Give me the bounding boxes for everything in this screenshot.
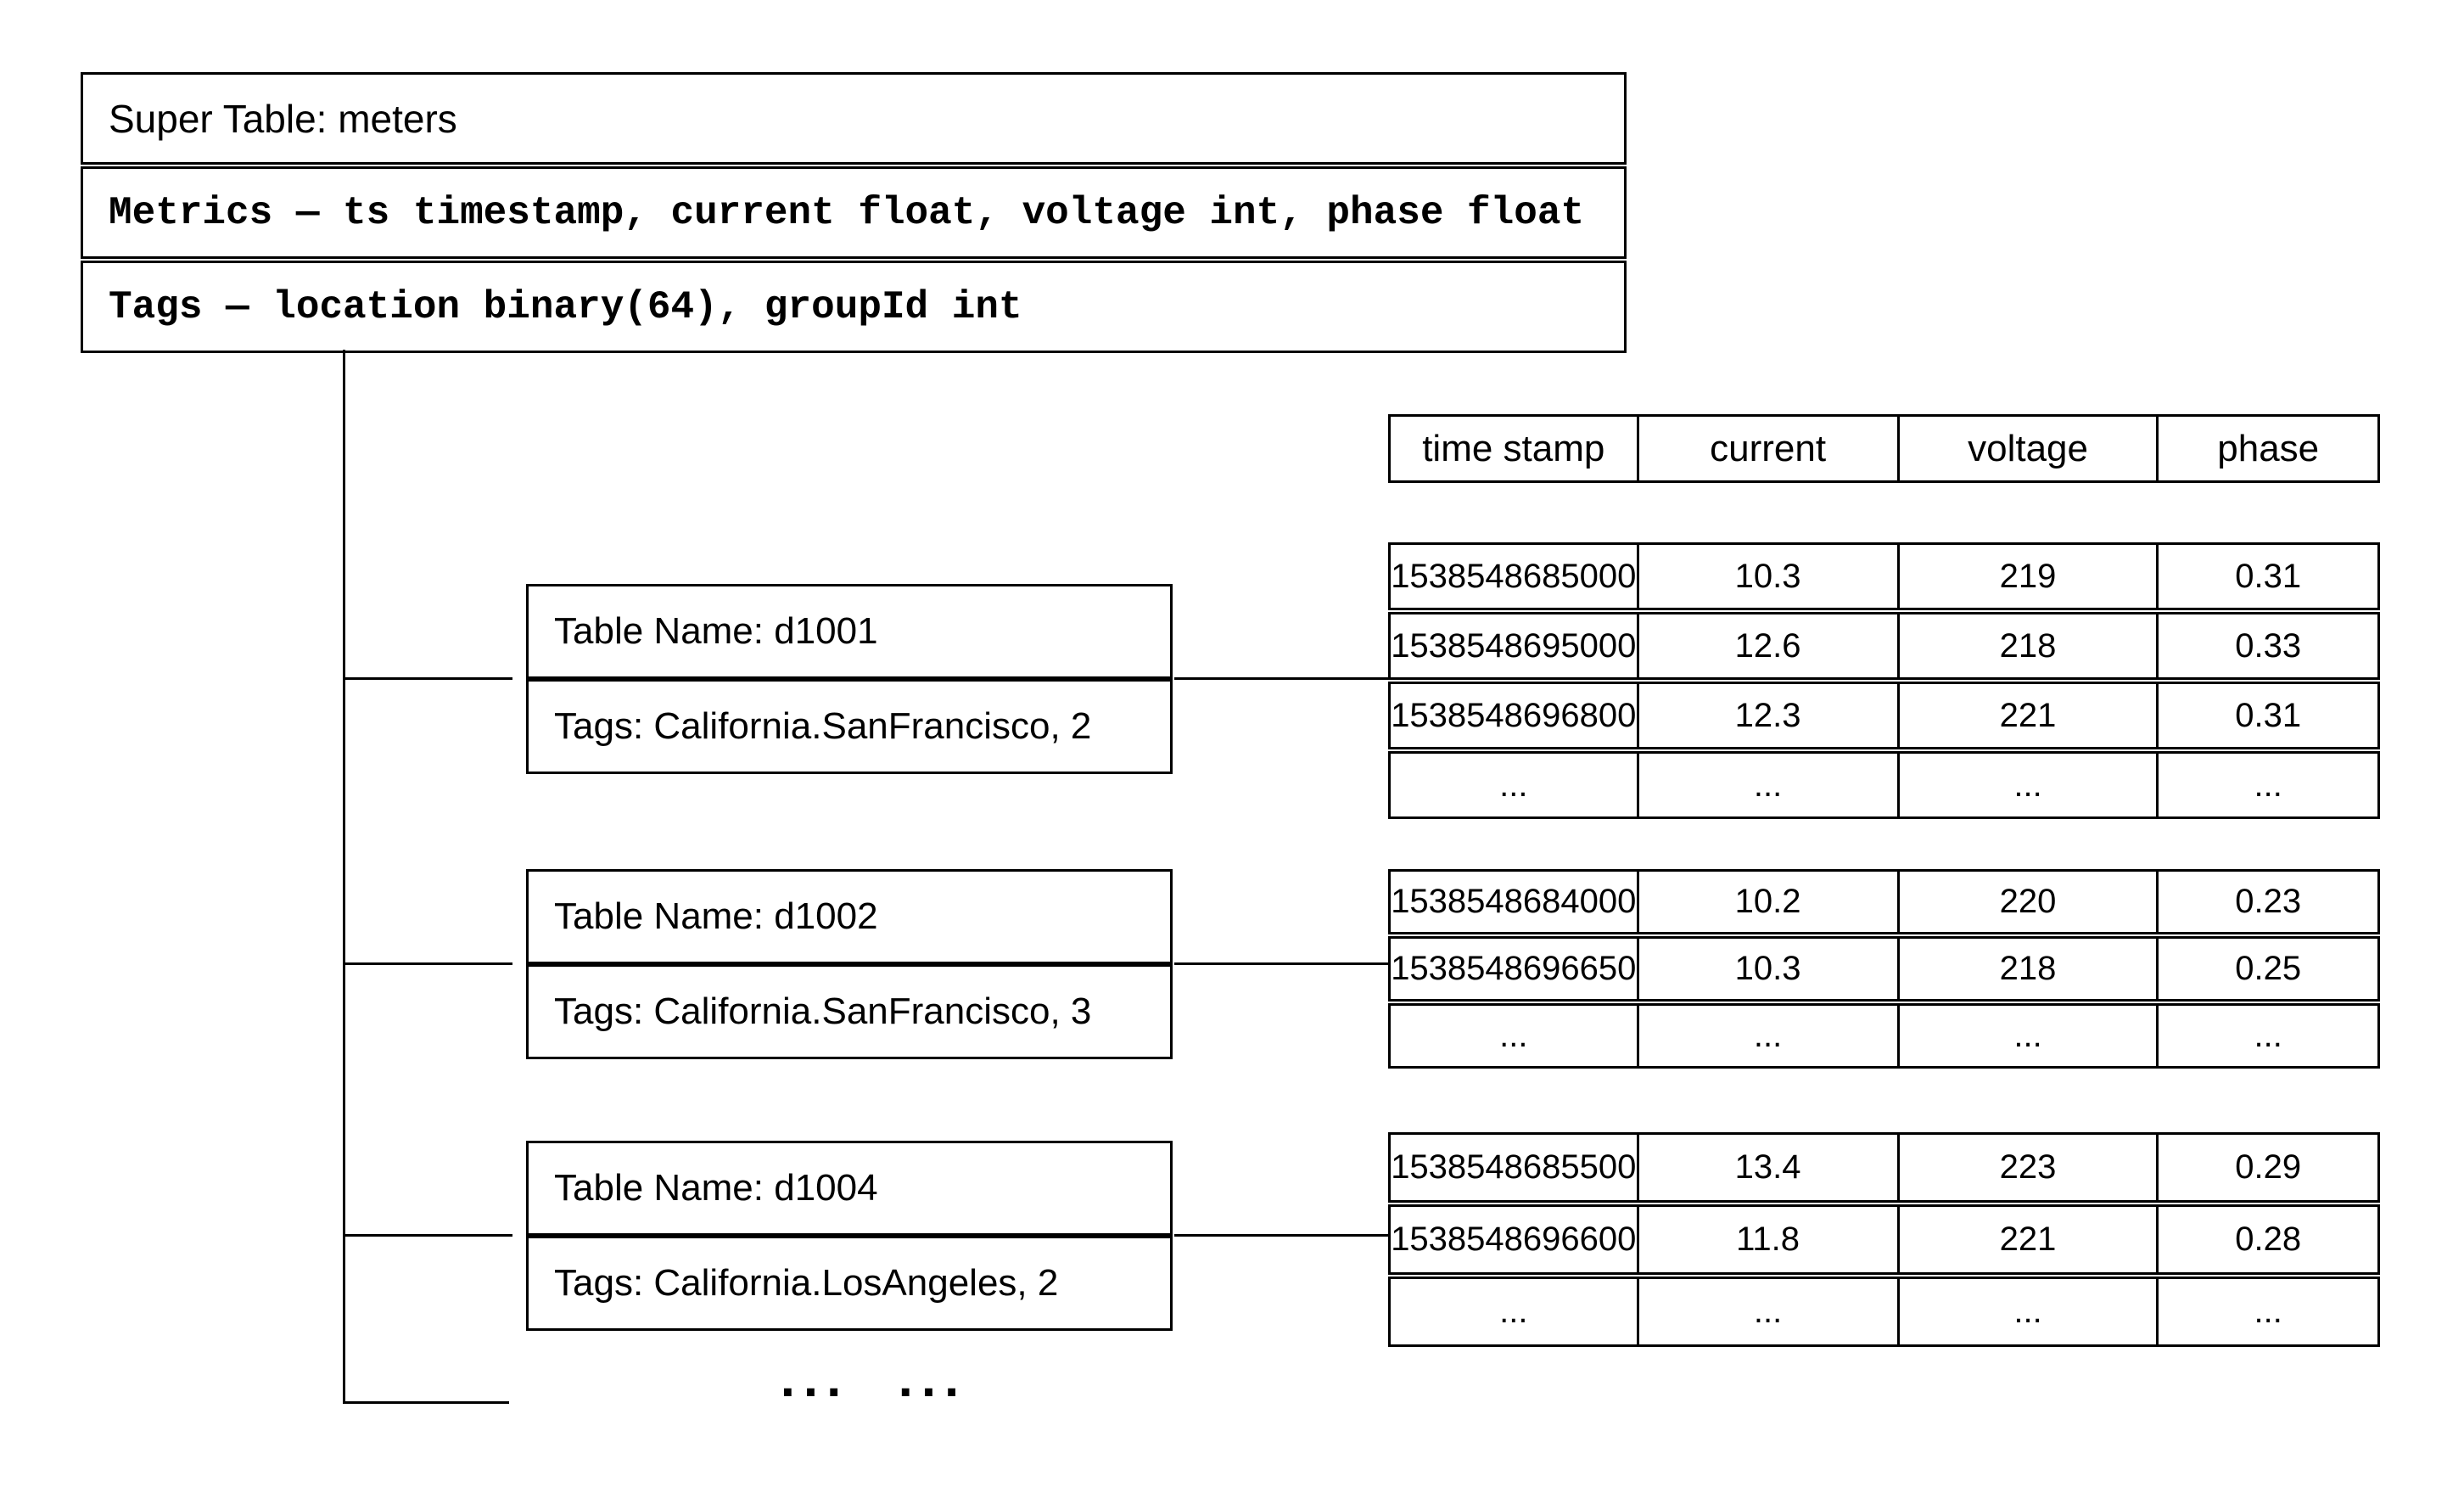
cell-phase: 0.23	[2156, 872, 2377, 932]
data-table-d1001	[1388, 542, 2380, 819]
table-row-ellipsis	[1388, 1003, 2380, 1069]
cell-voltage: 223	[1897, 1135, 2157, 1200]
cell-timestamp: 1538548696650	[1391, 950, 1637, 987]
cell-current: 11.8	[1637, 1207, 1897, 1272]
table-row	[1388, 936, 2380, 1002]
cell-ellipsis: ...	[1637, 1006, 1897, 1066]
table-row	[1388, 869, 2380, 934]
more-devices-indicator: ... ...	[780, 1350, 968, 1408]
cell-ellipsis: ...	[2156, 1279, 2377, 1344]
device-name-label: Table Name: d1001	[526, 584, 1173, 679]
cell-voltage: 221	[1897, 1207, 2157, 1272]
table-row-ellipsis	[1388, 751, 2380, 819]
device-tags-label: Tags: California.SanFrancisco, 2	[526, 679, 1173, 774]
cell-ellipsis: ...	[1637, 754, 1897, 816]
cell-voltage: 218	[1897, 939, 2157, 999]
cell-ellipsis: ...	[1637, 1279, 1897, 1344]
column-header-table	[1388, 414, 2380, 483]
cell-ellipsis: ...	[1499, 766, 1528, 804]
cell-ellipsis: ...	[2156, 754, 2377, 816]
cell-timestamp: 1538548695000	[1391, 626, 1637, 665]
cell-timestamp: 1538548696600	[1391, 1220, 1637, 1258]
table-row	[1388, 682, 2380, 749]
super-table-metrics: Metrics — ts timestamp, current float, voltage int, phase float	[81, 166, 1627, 259]
super-table-tags: Tags — location binary(64), groupId int	[81, 261, 1627, 353]
connector-d1001-to-table	[1174, 677, 1390, 680]
trunk-line	[343, 350, 345, 1404]
branch-line-d1002	[345, 962, 512, 965]
cell-ellipsis: ...	[2156, 1006, 2377, 1066]
device-tags-label: Tags: California.SanFrancisco, 3	[526, 964, 1173, 1059]
column-header-phase: phase	[2156, 417, 2377, 480]
cell-current: 10.3	[1637, 545, 1897, 608]
cell-current: 12.3	[1637, 684, 1897, 747]
column-header-current: current	[1637, 417, 1897, 480]
cell-ellipsis: ...	[1499, 1293, 1528, 1330]
cell-ellipsis: ...	[1897, 1279, 2157, 1344]
device-box-d1004	[526, 1141, 1173, 1331]
column-header-voltage: voltage	[1897, 417, 2157, 480]
column-header-row	[1388, 414, 2380, 483]
cell-ellipsis: ...	[1897, 1006, 2157, 1066]
super-table-title: Super Table: meters	[81, 72, 1627, 165]
device-name-label: Table Name: d1004	[526, 1141, 1173, 1236]
cell-current: 12.6	[1637, 614, 1897, 677]
cell-phase: 0.29	[2156, 1135, 2377, 1200]
data-table-d1004	[1388, 1132, 2380, 1347]
column-header-time-stamp: time stamp	[1422, 427, 1605, 469]
cell-current: 10.2	[1637, 872, 1897, 932]
cell-timestamp: 1538548684000	[1391, 883, 1637, 920]
table-row	[1388, 1204, 2380, 1275]
cell-current: 10.3	[1637, 939, 1897, 999]
device-box-d1001	[526, 584, 1173, 774]
cell-timestamp: 1538548685500	[1391, 1148, 1637, 1186]
cell-voltage: 218	[1897, 614, 2157, 677]
table-row	[1388, 612, 2380, 680]
cell-ellipsis: ...	[1897, 754, 2157, 816]
branch-line-d1004	[345, 1234, 512, 1237]
cell-voltage: 221	[1897, 684, 2157, 747]
cell-voltage: 220	[1897, 872, 2157, 932]
device-tags-label: Tags: California.LosAngeles, 2	[526, 1236, 1173, 1331]
super-table-box	[81, 72, 1627, 353]
cell-ellipsis: ...	[1499, 1017, 1528, 1054]
cell-phase: 0.33	[2156, 614, 2377, 677]
cell-current: 13.4	[1637, 1135, 1897, 1200]
table-row-ellipsis	[1388, 1277, 2380, 1347]
cell-phase: 0.28	[2156, 1207, 2377, 1272]
cell-timestamp: 1538548696800	[1391, 696, 1637, 734]
cell-phase: 0.31	[2156, 684, 2377, 747]
device-box-d1002	[526, 869, 1173, 1059]
cell-phase: 0.31	[2156, 545, 2377, 608]
connector-d1002-to-table	[1174, 962, 1390, 965]
data-table-d1002	[1388, 869, 2380, 1069]
device-name-label: Table Name: d1002	[526, 869, 1173, 964]
table-row	[1388, 542, 2380, 610]
branch-line-d1001	[345, 677, 512, 680]
branch-line-more	[343, 1401, 509, 1404]
cell-phase: 0.25	[2156, 939, 2377, 999]
cell-timestamp: 1538548685000	[1391, 557, 1637, 595]
table-row	[1388, 1132, 2380, 1203]
cell-voltage: 219	[1897, 545, 2157, 608]
connector-d1004-to-table	[1174, 1234, 1390, 1237]
